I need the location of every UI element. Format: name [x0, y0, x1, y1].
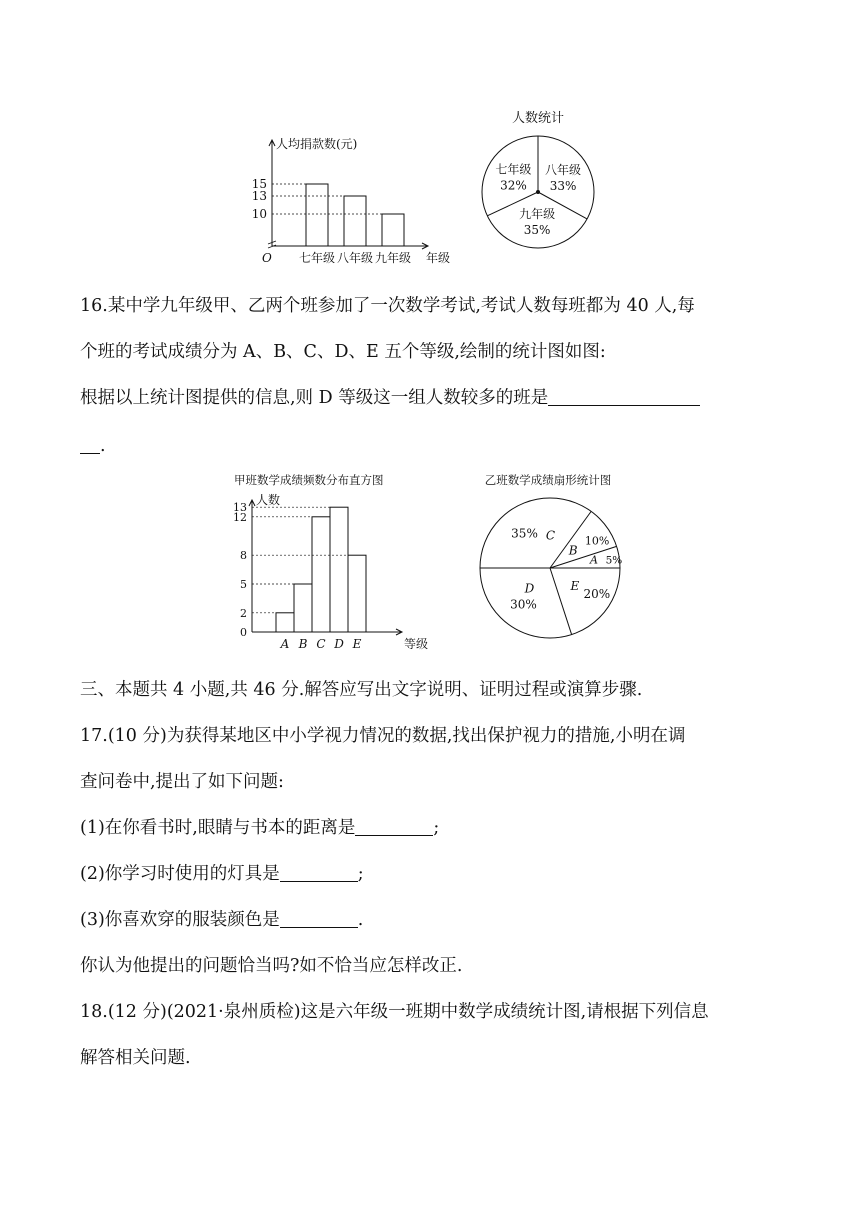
bar-七年级: [306, 184, 328, 246]
y-tick-0: 0: [240, 626, 247, 639]
q17-item3-end: .: [357, 910, 364, 930]
pie-label-C: C: [545, 528, 556, 543]
bar-D: [330, 507, 348, 632]
y-axis-label: 人数: [256, 493, 281, 507]
donation-bar-chart-svg: [250, 128, 470, 268]
q17-line2: 查问卷中,提出了如下问题:: [80, 772, 284, 792]
q16-answer-blank-continued[interactable]: [80, 435, 100, 454]
x-tick-E: E: [352, 637, 362, 651]
pie-value-A: 5%: [605, 554, 623, 567]
pie-value-C: 35%: [511, 526, 538, 541]
q17-item2-blank[interactable]: [280, 863, 358, 882]
class-a-histogram-svg: [230, 470, 440, 655]
x-tick-B: B: [298, 637, 308, 651]
y-tick-12: 12: [233, 510, 247, 524]
pie-title: 乙班数学成绩扇形统计图: [484, 473, 612, 487]
q17-item3-text: (3)你喜欢穿的服装颜色是: [80, 910, 280, 930]
class-a-histogram: [230, 470, 440, 655]
q17-item3: [80, 908, 363, 932]
q16-line1: 16.某中学九年级甲、乙两个班参加了一次数学考试,考试人数每班都为 40 人,每: [80, 296, 695, 316]
bar-E: [348, 555, 366, 632]
pie-label-D: D: [524, 581, 535, 596]
q16-end-period: .: [100, 436, 106, 456]
pie-value-D: 30%: [510, 597, 537, 612]
x-axis-label: 等级: [404, 637, 429, 651]
x-tick-D: D: [334, 637, 344, 651]
pie-label-E: E: [570, 578, 580, 593]
section3-heading: 三、本题共 4 小题,共 46 分.解答应写出文字说明、证明过程或演算步骤.: [80, 680, 643, 700]
q16-answer-blank[interactable]: [548, 387, 700, 406]
pie-center-dot: [536, 190, 540, 194]
y-tick-15: 15: [251, 177, 267, 191]
grade-count-pie-chart: [478, 108, 598, 268]
pie-label-九年级: 九年级: [519, 207, 556, 222]
pie-label-七年级: 七年级: [495, 162, 532, 177]
q17-item2-end: ;: [357, 864, 364, 884]
grade-count-pie-svg: [478, 108, 598, 268]
pie-label-A: A: [589, 553, 598, 567]
q16-line3: [80, 386, 700, 410]
pie-label-B: B: [568, 543, 578, 558]
q16-line2: 个班的考试成绩分为 A、B、C、D、E 五个等级,绘制的统计图如图:: [80, 342, 606, 362]
q18-line1: 18.(12 分)(2021·泉州质检)这是六年级一班期中数学成绩统计图,请根据下列信息: [80, 1002, 709, 1022]
y-axis-label: 人均捐款数(元): [276, 137, 358, 151]
q17-item1-blank[interactable]: [355, 817, 433, 836]
class-b-pie-chart: [468, 470, 638, 645]
pie-label-八年级: 八年级: [545, 163, 582, 178]
pie-title: 人数统计: [511, 111, 565, 126]
y-tick-8: 8: [240, 549, 247, 563]
q16-line4: [80, 434, 106, 458]
y-tick-2: 2: [240, 606, 247, 620]
x-tick-八年级: 八年级: [336, 251, 374, 265]
q17-line1: 17.(10 分)为获得某地区中小学视力情况的数据,找出保护视力的措施,小明在调: [80, 726, 686, 746]
y-tick-13: 13: [233, 501, 247, 515]
bar-B: [294, 584, 312, 632]
bar-八年级: [344, 196, 366, 246]
q17-item2-text: (2)你学习时使用的灯具是: [80, 864, 280, 884]
y-tick-5: 5: [240, 578, 247, 591]
q16-question-text: 根据以上统计图提供的信息,则 D 等级这一组人数较多的班是: [80, 388, 549, 408]
q17-item2: [80, 862, 364, 886]
q17-item3-blank[interactable]: [280, 909, 358, 928]
donation-bar-chart: [250, 128, 470, 268]
pie-value-E: 20%: [583, 586, 611, 601]
x-tick-C: C: [316, 637, 326, 651]
histogram-title: 甲班数学成绩频数分布直方图: [234, 473, 384, 487]
pie-value-B: 10%: [584, 534, 610, 548]
bar-九年级: [382, 214, 404, 246]
x-axis-label: 年级: [426, 251, 451, 265]
q18-line2: 解答相关问题.: [80, 1048, 191, 1068]
q17-item1-end: ;: [433, 818, 440, 838]
pie-value-七年级: 32%: [500, 178, 527, 193]
bar-A: [276, 613, 294, 632]
bar-C: [312, 517, 330, 632]
origin-label: O: [262, 251, 272, 265]
y-tick-10: 10: [251, 207, 267, 221]
q17-last-line: 你认为他提出的问题恰当吗?如不恰当应怎样改正.: [80, 956, 463, 976]
q17-item1-text: (1)在你看书时,眼睛与书本的距离是: [80, 818, 356, 838]
x-tick-九年级: 九年级: [374, 251, 412, 265]
pie-value-八年级: 33%: [549, 179, 577, 194]
pie-value-九年级: 35%: [523, 223, 551, 238]
x-tick-A: A: [280, 637, 290, 651]
class-b-pie-svg: [468, 470, 638, 645]
q17-item1: [80, 816, 439, 840]
x-tick-七年级: 七年级: [298, 251, 336, 265]
y-tick-13: 13: [251, 189, 267, 203]
